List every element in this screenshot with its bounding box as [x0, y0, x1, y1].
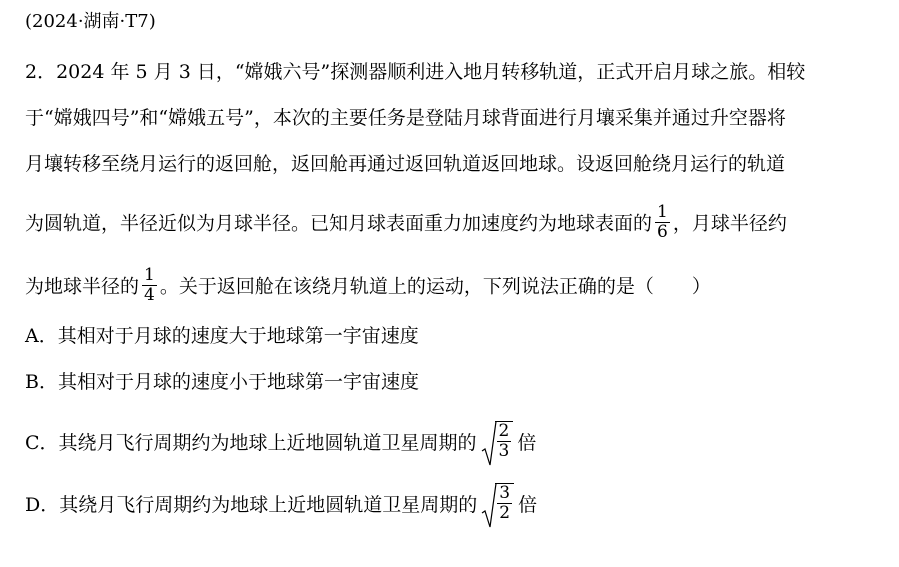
- fraction-numerator: 1: [144, 265, 155, 285]
- sqrt-two-thirds: [481, 421, 514, 461]
- question-stem-line-3: 月壤转移至绕月运行的返回舱，返回舱再通过返回轨道返回地球。设返回舱绕月运行的轨道: [25, 153, 786, 175]
- radius-ratio-fraction: [142, 266, 157, 305]
- question-source: (2024·湖南·T7): [25, 11, 156, 32]
- option-d-suffix: 倍: [518, 494, 538, 516]
- radical-sign-icon: [481, 421, 497, 467]
- option-d[interactable]: [25, 483, 538, 526]
- option-d-text: D．其绕月飞行周期约为地球上近地圆轨道卫星周期的: [25, 494, 478, 516]
- gravity-ratio-fraction: [655, 203, 670, 242]
- option-a[interactable]: A．其相对于月球的速度大于地球第一宇宙速度: [25, 325, 419, 347]
- stem-line-4-tail: ，月球半径约: [672, 212, 787, 235]
- option-c[interactable]: [25, 421, 537, 464]
- option-c-text: C．其绕月飞行周期约为地球上近地圆轨道卫星周期的: [25, 432, 477, 454]
- fraction-denominator: 4: [144, 285, 155, 305]
- sqrt-three-halves: [481, 483, 514, 523]
- fraction-denominator: 2: [499, 503, 511, 523]
- option-c-suffix: 倍: [517, 432, 537, 454]
- stem-line-4-text: 为圆轨道，半径近似为月球半径。已知月球表面重力加速度约为地球表面的: [25, 212, 653, 235]
- fraction-denominator: 3: [498, 441, 510, 461]
- fraction-numerator: 3: [499, 483, 511, 503]
- option-b[interactable]: B．其相对于月球的速度小于地球第一宇宙速度: [25, 371, 419, 393]
- question-stem-line-5: [25, 265, 711, 307]
- question-stem-line-4: [25, 202, 787, 244]
- question-stem-line-1: 2．2024 年 5 月 3 日，“嫦娥六号”探测器顺利进入地月转移轨道，正式开启月球之旅。相较: [25, 61, 806, 83]
- stem-line-5-text: 为地球半径的: [25, 275, 140, 298]
- fraction-denominator: 6: [657, 222, 668, 242]
- fraction-numerator: 1: [657, 202, 668, 222]
- fraction-numerator: 2: [498, 421, 510, 441]
- radical-sign-icon: [481, 483, 497, 529]
- question-stem-line-2: 于“嫦娥四号”和“嫦娥五号”，本次的主要任务是登陆月球背面进行月壤采集并通过升空器将: [25, 107, 786, 129]
- stem-line-5-tail: 。关于返回舱在该绕月轨道上的运动，下列说法正确的是（ ）: [159, 275, 711, 298]
